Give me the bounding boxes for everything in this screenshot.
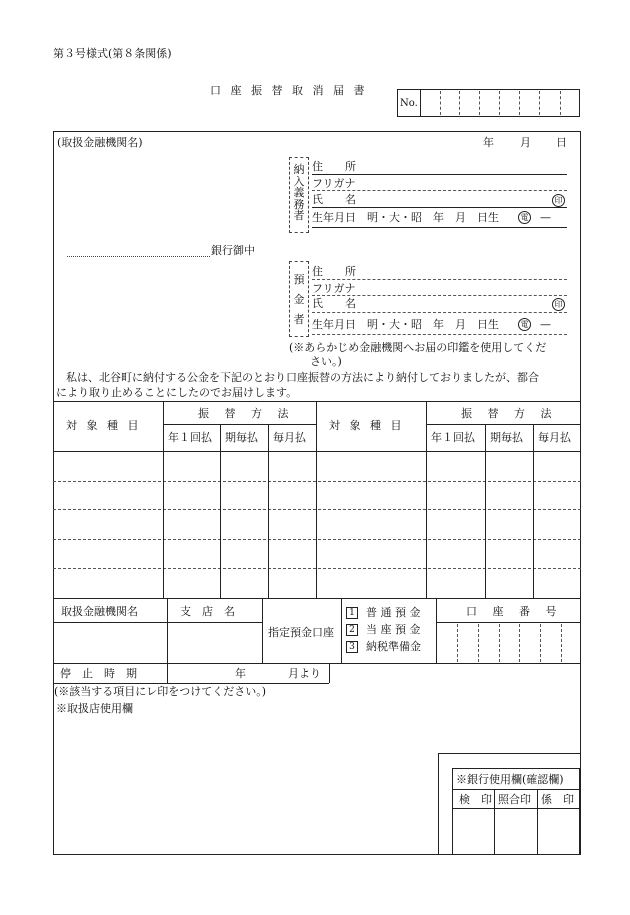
bank-use-col-inspection: 検 印	[459, 793, 492, 806]
acct-type-2-number: 2	[346, 624, 358, 636]
col-monthly-right: 毎月払	[538, 431, 571, 444]
target-header-right: 対 象 種 目	[329, 419, 405, 432]
target-header-left: 対 象 種 目	[66, 419, 142, 432]
form-title: 口 座 振 替 取 消 届 書	[210, 84, 368, 97]
depositor-birth-label: 生年月日 明・大・昭 年 月 日生	[312, 318, 499, 331]
seal-note-2: さい。)	[310, 355, 342, 368]
no-box	[397, 89, 580, 117]
depositor-phone-dash: —	[540, 318, 551, 331]
statement-line-2: により取り止めることにしたのでお届けします。	[56, 386, 298, 399]
depositor-furigana-label: フリガナ	[312, 282, 356, 295]
bank-use-title: ※銀行使用欄(確認欄)	[456, 773, 564, 786]
taxpayer-birth-label: 生年月日 明・大・昭 年 月 日生	[312, 211, 499, 224]
acct-type-3-label: 納税準備金	[366, 640, 421, 653]
no-label: No.	[400, 98, 418, 109]
depositor-phone-mark: 電	[518, 318, 531, 331]
col-period-left: 期毎払	[225, 431, 258, 444]
bank-name-line	[67, 256, 210, 257]
check-note: (※該当する項目にレ印をつけてください。)	[54, 685, 267, 698]
date-month: 月	[520, 136, 531, 149]
bank-use-col-verify: 照合印	[498, 793, 531, 806]
col-annual-right: 年１回払	[431, 431, 475, 444]
col-period-right: 期毎払	[490, 431, 523, 444]
taxpayer-address-label: 住 所	[312, 160, 356, 173]
bank-suffix: 銀行御中	[211, 244, 255, 257]
form-code: 第３号様式(第８条関係)	[53, 47, 172, 60]
designated-account-label: 指定預金口座	[268, 626, 334, 639]
stop-period-label: 停 止 時 期	[60, 667, 137, 680]
institution-label: (取扱金融機関名)	[57, 136, 143, 149]
taxpayer-furigana-label: フリガナ	[312, 177, 356, 190]
depositor-label: 預 金 者	[293, 273, 305, 326]
depositor-address-label: 住 所	[312, 265, 356, 278]
taxpayer-name-label: 氏 名	[312, 193, 356, 206]
acct-type-2-label: 当 座 預 金	[366, 623, 421, 636]
method-header-right: 振 替 方 法	[461, 407, 558, 420]
acct-type-1-number: 1	[346, 607, 358, 619]
acct-type-3-number: 3	[346, 641, 358, 653]
acct-type-1-label: 普 通 預 金	[366, 606, 421, 619]
depositor-seal-mark: 印	[552, 298, 565, 311]
statement-line-1: 私は、北谷町に納付する公金を下記のとおり口座振替の方法により納付しておりましたが、都合	[66, 371, 539, 384]
stop-from-label: 月より	[288, 667, 321, 680]
bank-institution-header: 取扱金融機関名	[61, 605, 138, 618]
branch-use-label: ※取扱店使用欄	[56, 702, 133, 715]
col-annual-left: 年１回払	[168, 431, 212, 444]
col-monthly-left: 毎月払	[273, 431, 306, 444]
method-header-left: 振 替 方 法	[198, 407, 295, 420]
taxpayer-phone-dash: —	[540, 211, 551, 224]
taxpayer-label: 納 入 義 務 者	[293, 163, 305, 223]
taxpayer-seal-mark: 印	[552, 194, 565, 207]
stop-year-label: 年	[235, 667, 246, 680]
depositor-name-label: 氏 名	[312, 297, 356, 310]
form-frame	[53, 131, 581, 855]
taxpayer-phone-mark: 電	[518, 211, 531, 224]
seal-note: (※あらかじめ金融機関へお届の印鑑を使用してくだ	[289, 341, 547, 354]
bank-use-col-clerk: 係 印	[541, 793, 574, 806]
account-number-header: 口 座 番 号	[466, 605, 563, 618]
date-day: 日	[556, 136, 567, 149]
branch-header: 支 店 名	[180, 605, 235, 618]
date-year: 年	[483, 136, 494, 149]
